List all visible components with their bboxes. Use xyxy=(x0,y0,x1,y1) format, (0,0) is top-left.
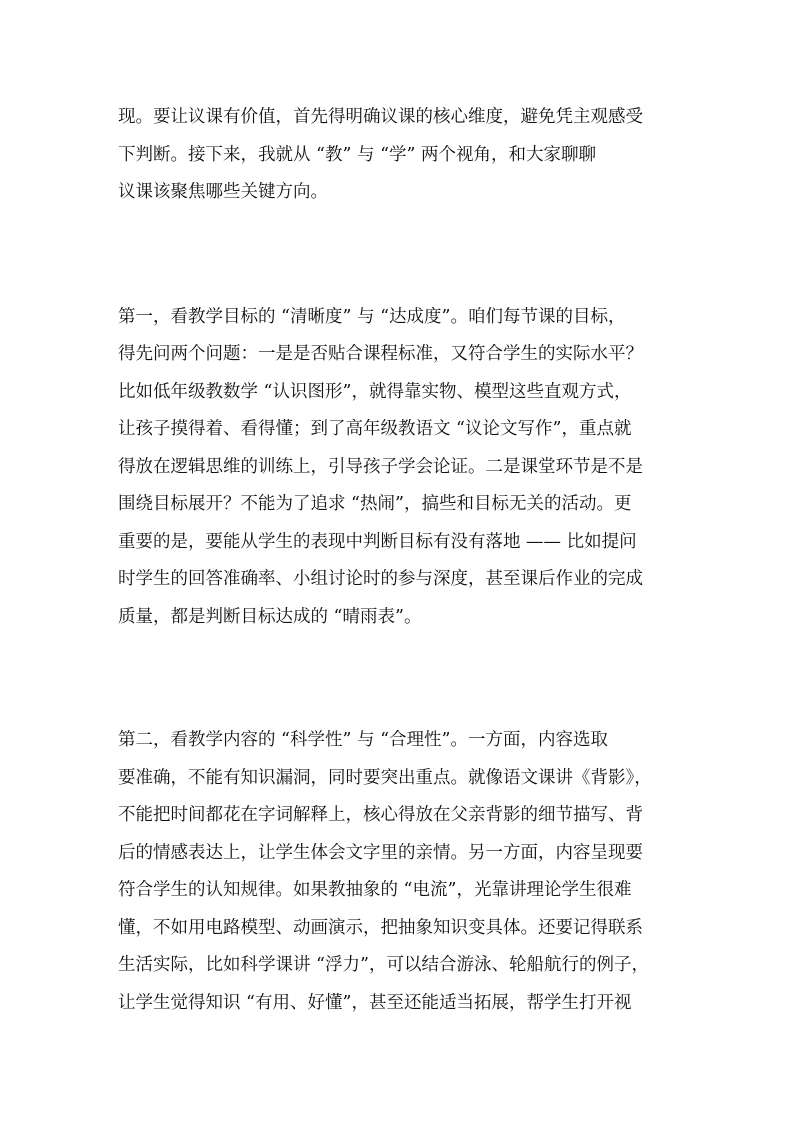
text-line: 议课该聚焦哪些关键方向。 xyxy=(118,182,328,202)
text-line: 得放在逻辑思维的训练上，引导孩子学会论证。二是课堂环节是不是 xyxy=(118,456,643,477)
text-line: 符合学生的认知规律。如果教抽象的 “电流”，光靠讲理论学生很难 xyxy=(118,880,632,900)
text-line: 时学生的回答准确率、小组讨论时的参与深度，甚至课后作业的完成 xyxy=(118,569,643,589)
document-body xyxy=(118,99,680,1022)
paragraph-spacer xyxy=(118,636,680,722)
text-line: 得先问两个问题：一是是否贴合课程标准，又符合学生的实际水平？ xyxy=(118,344,643,364)
text-line: 第二，看教学内容的 “科学性” 与 “合理性”。一方面，内容选取 xyxy=(118,730,608,750)
text-line: 质量，都是判断目标达成的 “晴雨表”。 xyxy=(118,606,422,627)
paragraph-teaching-content xyxy=(118,722,680,1022)
text-line: 第一，看教学目标的 “清晰度” 与 “达成度”。咱们每节课的目标， xyxy=(118,306,626,327)
text-line: 生活实际，比如科学课讲 “浮力”，可以结合游泳、轮船航行的例子， xyxy=(118,955,649,975)
text-line: 重要的是，要能从学生的表现中判断目标有没有落地 —— 比如提问 xyxy=(118,531,637,552)
text-line: 比如低年级教数学 “认识图形”，就得靠实物、模型这些直观方式， xyxy=(118,381,632,402)
paragraph-intro xyxy=(118,99,680,212)
text-line: 让孩子摸得着、看得懂；到了高年级教语文 “议论文写作”，重点就 xyxy=(118,419,632,439)
paragraph-spacer xyxy=(118,212,680,299)
paragraph-teaching-goals xyxy=(118,299,680,637)
text-line: 围绕目标展开？不能为了追求 “热闹”，搞些和目标无关的活动。更 xyxy=(118,494,632,514)
text-line: 现。要让议课有价值，首先得明确议课的核心维度，避免凭主观感受 xyxy=(118,107,643,127)
text-line: 让学生觉得知识 “有用、好懂”，甚至还能适当拓展，帮学生打开视 xyxy=(118,992,632,1013)
text-line: 下判断。接下来，我就从 “教” 与 “学” 两个视角，和大家聊聊 xyxy=(118,144,597,165)
text-line: 要准确，不能有知识漏洞，同时要突出重点。就像语文课讲《背影》， xyxy=(118,767,652,788)
text-line: 懂，不如用电路模型、动画演示，把抽象知识变具体。还要记得联系 xyxy=(118,917,643,938)
text-line: 后的情感表达上，让学生体会文字里的亲情。另一方面，内容呈现要 xyxy=(118,842,643,863)
text-line: 不能把时间都花在字词解释上，核心得放在父亲背影的细节描写、背 xyxy=(118,805,643,825)
